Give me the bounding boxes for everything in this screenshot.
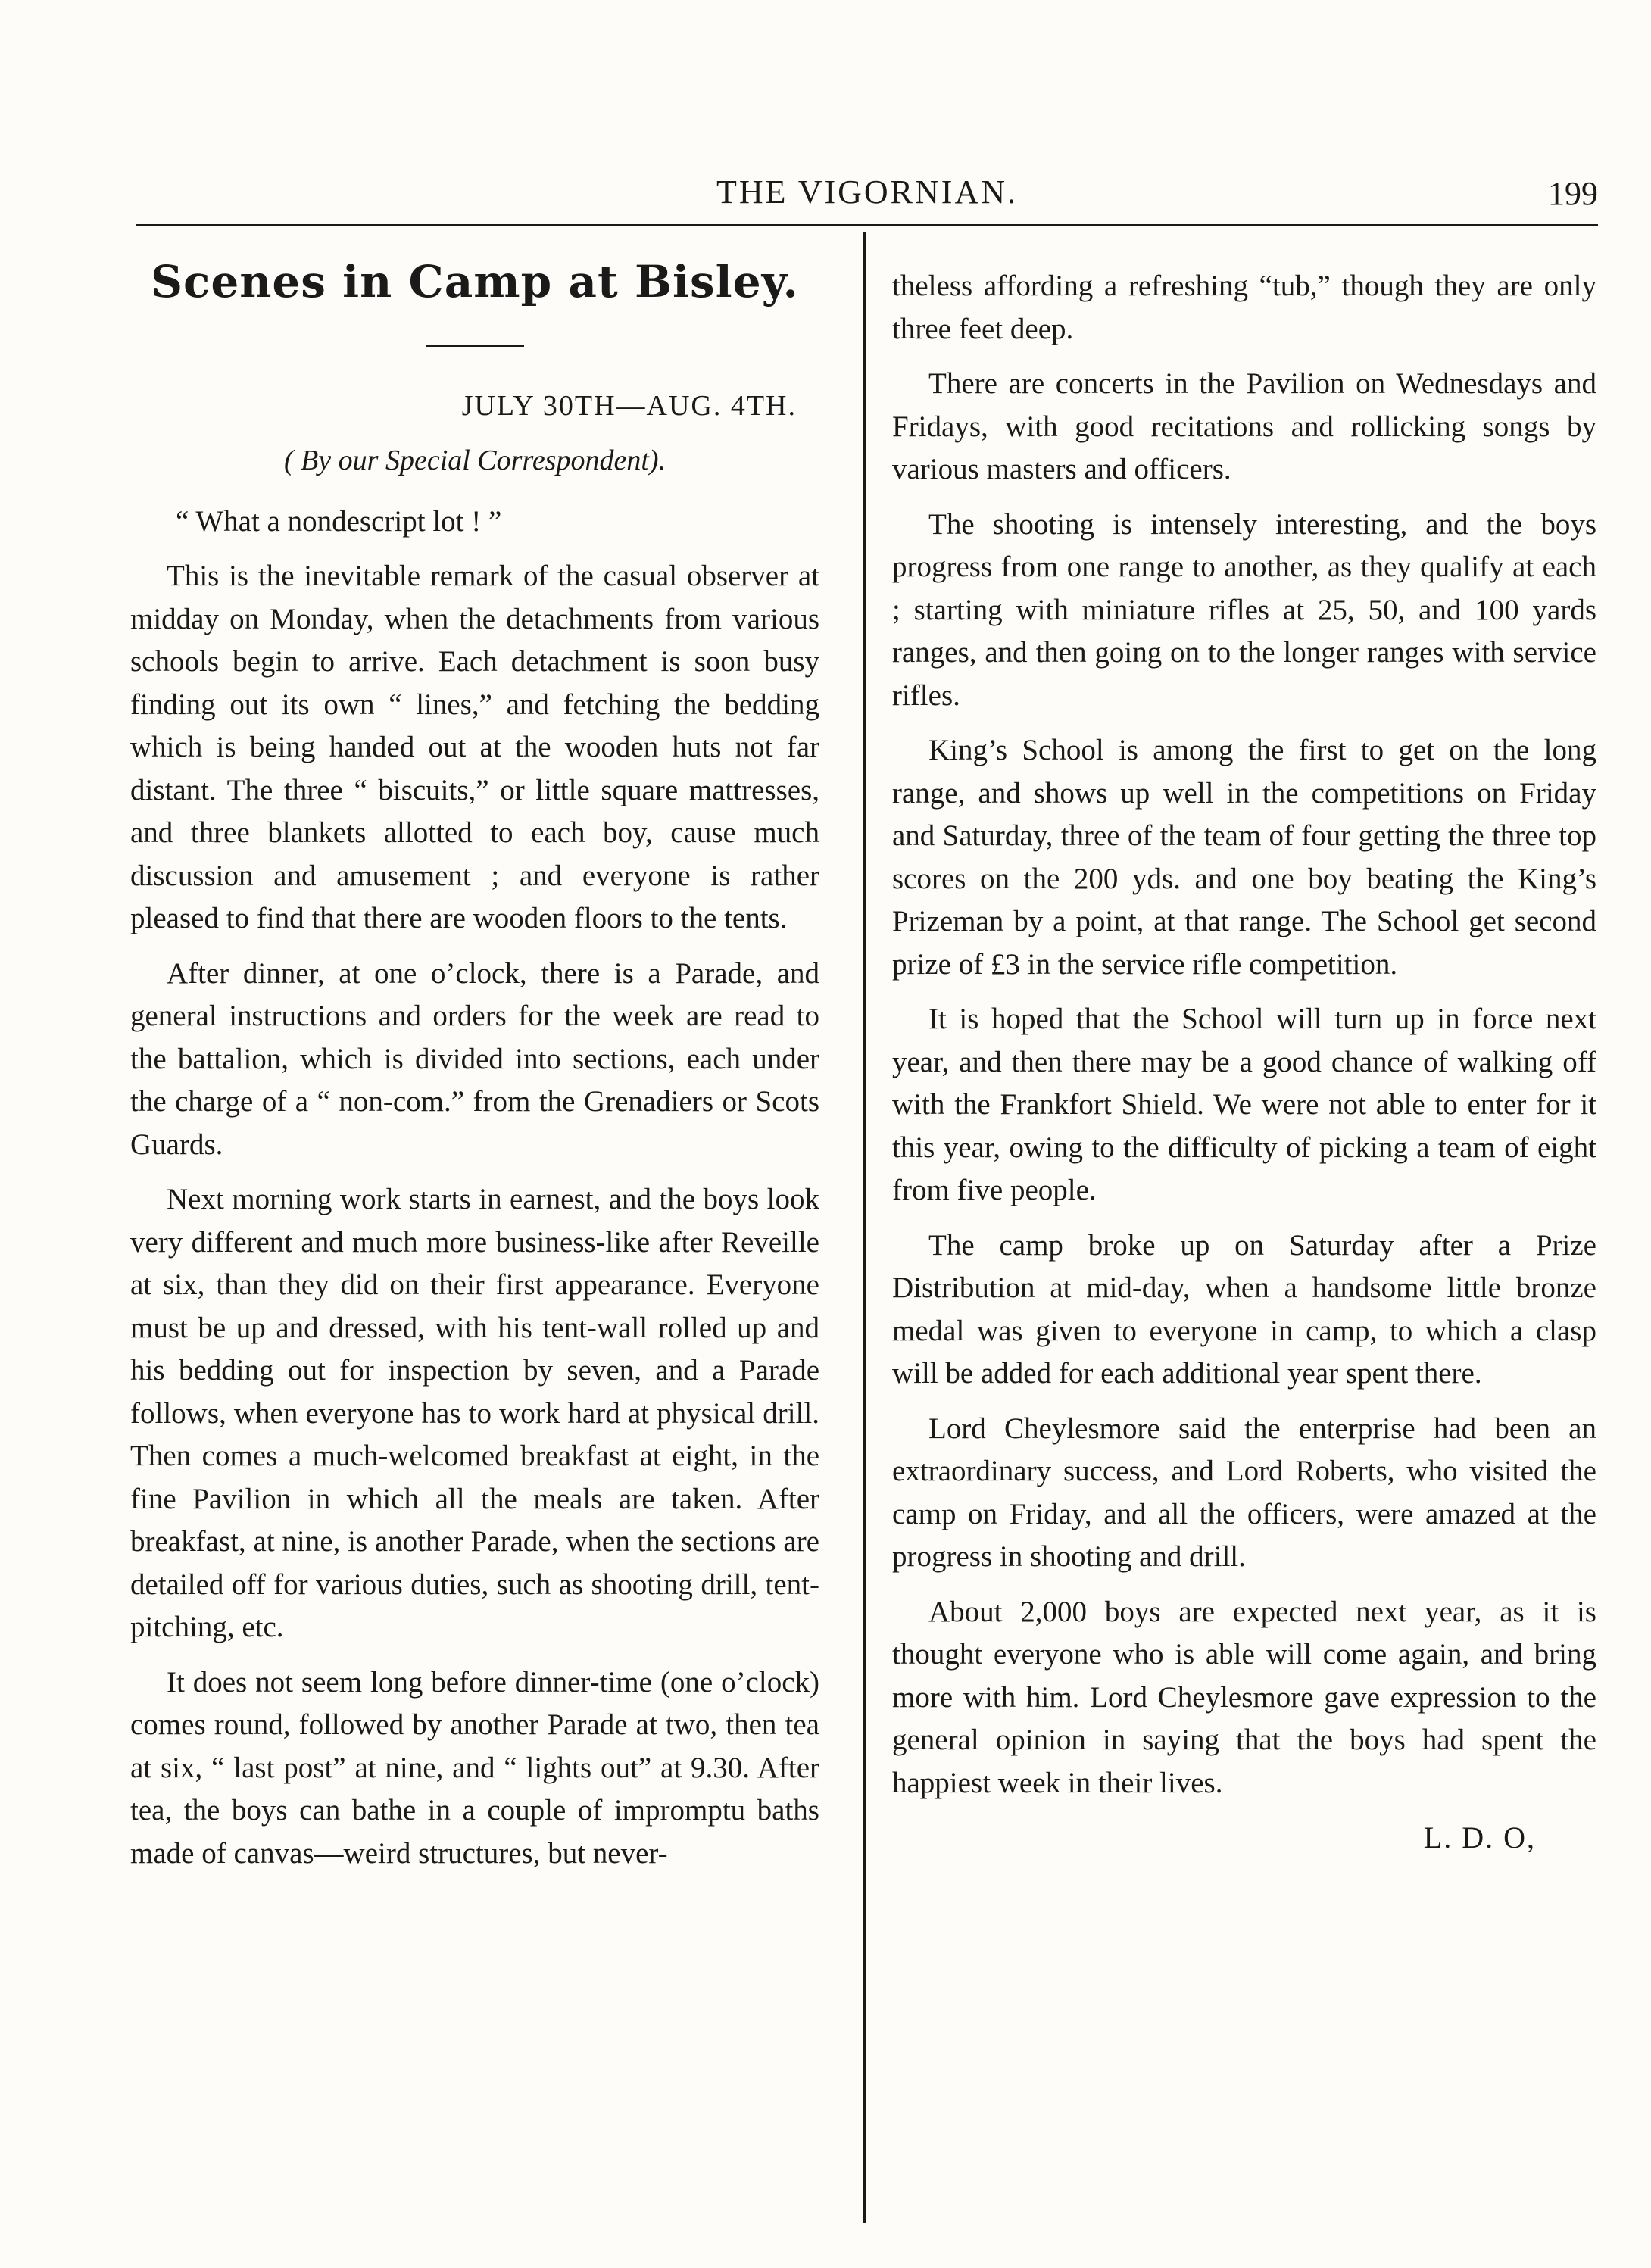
paragraph: The camp broke up on Saturday after a Prize Distribution at mid-day, when a handsome little bronze medal was given to everyone in camp, to which a clasp will be added for each additional year spent there. xyxy=(892,1228,1596,1390)
paragraph: There are concerts in the Pavilion on Wednesdays and Fridays, with good recitations and rollicking songs by various masters and officers. xyxy=(892,367,1596,485)
page-number: 199 xyxy=(1548,175,1598,212)
header-rule xyxy=(136,224,1598,226)
paragraph: Lord Cheylesmore said the enterprise had been an extraordinary success, and Lord Roberts, who visited the camp on Friday, and all the officers, were amazed at the progress in shooting and drill. xyxy=(892,1412,1596,1573)
paragraph: King’s School is among the first to get on the long range, and shows up well in the competitions on Friday and Saturday, three of the team of four getting the three top scores on the 200 yds. and one boy beating the King’s Prizeman by a point, at that range. The School get second prize of £3 in the service rifle competition. xyxy=(892,734,1596,981)
right-column xyxy=(892,265,1596,1860)
article-title: Scenes in Camp at Bisley. xyxy=(151,256,799,307)
paragraph: It does not seem long before dinner-time (one o’clock) comes round, followed by another Parade at two, then tea at six, “ last post” at nine, and “ lights out” at 9.30. After tea, the boys can bathe in a couple of impromptu baths made of canvas—weird structures, but never- xyxy=(130,1665,819,1870)
paragraph: theless affording a refreshing “tub,” though they are only three feet deep. xyxy=(892,270,1596,345)
left-column xyxy=(130,257,819,1887)
paragraph: It is hoped that the School will turn up in force next year, and then there may be a good chance of walking off with the Frankfort Shield. We were not able to enter for it this year, owing to the difficulty of picking a team of eight from five people. xyxy=(892,1003,1596,1206)
paragraph: “ What a nondescript lot ! ” xyxy=(176,504,502,538)
paragraph: The shooting is intensely interesting, and the boys progress from one range to another, as they qualify at each ; starting with miniature rifles at 25, 50, and 100 yards ranges, and then going on to the longer ranges with service rifles. xyxy=(892,507,1596,712)
title-rule xyxy=(426,345,524,347)
running-header xyxy=(136,173,1598,226)
paragraph: After dinner, at one o’clock, there is a Parade, and general instructions and orders for the week are read to the battalion, which is divided into sections, each under the charge of a “ non-com.” from the Grenadiers or Scots Guards. xyxy=(130,956,819,1161)
paragraph: Next morning work starts in earnest, and the boys look very different and much more business-like after Reveille at six, than they did on their first appearance. Everyone must be up and dressed, with his tent-wall rolled up and his bedding out for inspection by seven, and a Parade follows, when everyone has to work hard at physical drill. Then comes a much-welcomed breakfast at eight, in the fine Pavilion in which all the meals are taken. After breakfast, at nine, is another Parade, when the sections are detailed off for various duties, such as shooting drill, tent-pitching, etc. xyxy=(130,1183,819,1643)
paragraph: This is the inevitable remark of the casual observer at midday on Monday, when the detachments from various schools begin to arrive. Each detachment is soon busy finding out its own “ lines,” and fetching the bedding which is being handed out at the wooden huts not far distant. The three “ biscuits,” or little square mattresses, and three blankets allotted to each boy, cause much discussion and amusement ; and everyone is rather pleased to find that there are wooden floors to the tents. xyxy=(130,560,819,934)
paragraph: About 2,000 boys are expected next year, as it is thought everyone who is able will come again, and bring more with him. Lord Cheylesmore gave expression to the general opinion in saying that the boys had spent the happiest week in their lives. xyxy=(892,1595,1596,1799)
byline: ( By our Special Correspondent). xyxy=(283,445,666,476)
column-divider xyxy=(863,232,866,2223)
author-signature: L. D. O, xyxy=(1423,1820,1536,1855)
dateline: JULY 30TH—AUG. 4TH. xyxy=(461,389,797,422)
journal-title: THE VIGORNIAN. xyxy=(716,173,1019,211)
